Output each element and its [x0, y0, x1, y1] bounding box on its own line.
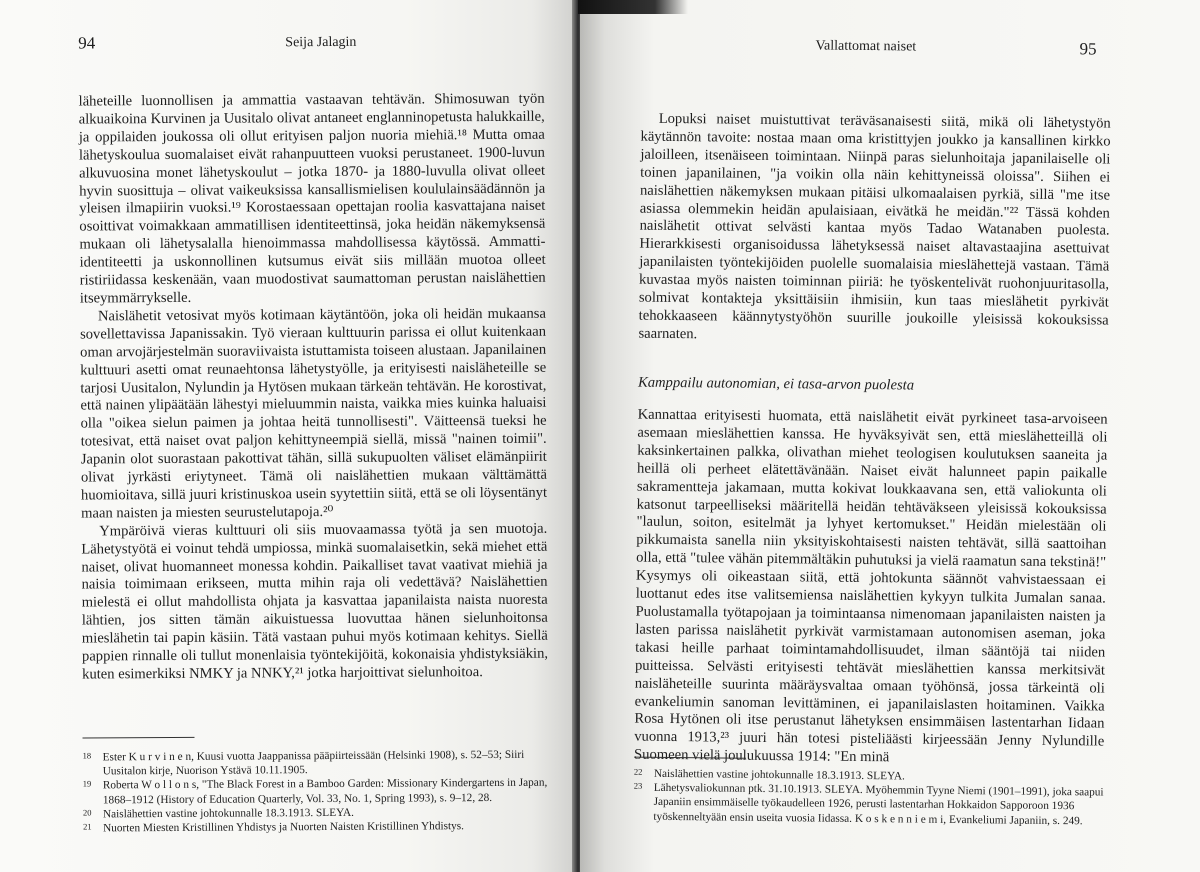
left-footnote-rule: [83, 737, 195, 739]
left-paragraph-1: läheteille luonnollisen ja ammattia vastaavan tehtävän. Shimosuwan työn alkuaikoina Kurvinen ja Uusitalo olivat antaneet englanninopetusta halukkaille, ja oppilaiden joukossa oli ollut erityisen paljon nuoria miehiä.¹⁸ Mutta omaa lähetyskoulua suomalaiset eivät rahanpuutteen vuoksi perustaneet. 1900-luvun alkuvuosina monet lähetyskoulut – jotka 1870- ja 1880-luvulla olivat olleet hyvin suosittuja – olivat vaikeuksissa kansallismielisen koululainsäädännön ja yleisen ilmapiirin vuoksi.¹⁹ Korostaessaan opettajan roolia kasvattajana naiset osoittivat voimakkaan ammatillisen identiteettinsä, joka heidän näkemyksensä mukaan oli lähetysalalla hienoimmassa mahdollisessa käytössä. Ammatti-identiteetti ja uskonnollinen kutsumus eivät siis millään muotoa olleet ristiriidassa keskenään, vaan muodostivat saumattoman perustan naislähettien itseymmärrykselle.: [78, 90, 546, 307]
footnote-mark: 18: [82, 750, 92, 761]
right-page: [580, 0, 1200, 872]
left-body-text: [79, 91, 549, 685]
footnote-text: Naislähettien vastine johtokunnalle 18.3.1913. SLEYA.: [102, 806, 355, 821]
left-page-number: 94: [78, 33, 96, 53]
footnote-19: [83, 776, 549, 807]
left-footnotes: [83, 748, 550, 836]
footnote-text: Ester K u r v i n e n, Kuusi vuotta Jaappanissa pääpiirteissään (Helsinki 1908), s. 52–53; Siiri Uusitalon kirje, Nuorison Ystävä 10.11.1905.: [102, 748, 525, 778]
left-running-head: Seija Jalagin: [285, 34, 357, 51]
footnote-mark: 22: [633, 766, 643, 777]
footnote-mark: 20: [82, 807, 92, 818]
footnote-text: Nuorten Miesten Kristillinen Yhdistys ja Nuorten Naisten Kristillinen Yhdistys.: [103, 820, 465, 835]
footnote-21: [83, 819, 549, 836]
right-footnotes: [633, 767, 1104, 829]
left-paragraph-2: Naislähetit vetosivat myös kotimaan käytäntöön, joka oli heidän mukaansa sovellettavissa Japanissakin. Työ vieraan kulttuurin parissa ei ollut kuitenkaan oman arvojärjestelmän suoraviivaista istuttamista toiseen alustaan. Japanilainen kulttuuri asetti omat reunaehtonsa lähetystyölle, ja erityisesti naisläheteille se tarjosi Uusitalon, Nylundin ja Hytösen mukaan tärkeän tehtävän. He korostivat, että nainen ylipäätään lähestyi mieluummin naista, vaikka mies kuinka haluaisi olla "oikea sielun paimen ja johtaa heitä tunnollisesti". Väitteensä tueksi he totesivat, että naiset ovat paljon kehittyneempiä siellä, missä "nainen toimii". Japanin olot suorastaan pakottivat tähän, sillä sukupuolten väliset elämänpiirit olivat jyrkästi eriytyneet. Tämä oli naislähettien mukaan välttämättä huomioitava, sillä juuri kristinuskoa usein syytettiin siitä, että se oli löysentänyt maan naisten ja miesten seurustelutapoja.²⁰: [79, 305, 548, 522]
footnote-mark: 23: [633, 780, 643, 791]
footnote-text: Lähetysvaliokunnan ptk. 31.10.1913. SLEYA. Myöhemmin Tyyne Niemi (1901–1991), joka saapui Japaniin ensimmäiselle työkaudelleen 1926, perusti lastentarhan Hokkaidon Sapporoon 1936 työskenneltyään ensin useita vuosia Iidassa. K o s k e n n i e m i, Evankeliumi Japaniin, s. 249.: [653, 782, 1104, 827]
left-paragraph-3: Ympäröivä vieras kulttuuri oli siis muovaamassa työtä ja sen muotoja. Lähetystyötä ei voinut tehdä umpiossa, minkä suomalaisetkin, sekä miehet että naiset, olivat huomanneet monessa kohdin. Paikalliset tavat vaativat miehiä ja naisia toimimaan erikseen, mutta mihin raja oli vedettävä? Naislähettien mielestä ei ollut mahdollista ohjata ja kasvattaa japanilaista naista nuoresta lähtien, jos sitten tämän aikuistuessa luovuttaa hänen sielunhoitonsa mieslähetin tai papin käsiin. Tätä vastaan puhui myös kotimaan kehitys. Siellä pappien rinnalle oli tullut monenlaisia työntekijöitä, kokonaisia yhdistyksiäkin, kuten esimerkiksi NMKY ja NNKY,²¹ jotka harjoittivat sielunhoitoa.: [81, 520, 549, 683]
footnote-23: [633, 781, 1103, 829]
footnote-mark: 21: [83, 821, 92, 832]
footnote-text: Roberta W o l l o n s, "The Black Forest in a Bamboo Garden: Missionary Kindergartens in Japan, 1868–1912 (History of Education Quarterly, Vol. 33, No. 1, Spring 1993), s. 9–12, 28.: [102, 777, 548, 806]
footnote-mark: 19: [82, 778, 92, 789]
left-page: [0, 0, 578, 872]
right-paragraph-1: Lopuksi naiset muistuttivat teräväsanaisesti siitä, mikä oli lähetystyön käytännön tavoite: nostaa maan oma kristittyjen joukko ja kansallinen kirkko jaloilleen, itsenäiseen toimintaan. Niinpä paras sielunhoitaja japanilaiselle oli toinen japanilainen, "ja voikin olla näin kehittyneissä oloissa". Siihen ei naislähettien näkemyksen mukaan pitäisi ulkomaalaisen pyrkiä, sillä "me itse asiassa olemmekin heidän apulaisiaan, eivätkä he meidän."²² Tässä kohden naislähetit ottivat selvästi kantaa myös Tadao Watanaben puolesta. Hierarkkisesti organisoidussa lähetyksessä naiset altavastaajina asettuivat japanilaisten työntekijöiden puolelle suomalaisia mieslähettejä vastaan. Tämä kuvastaa myös naisten toiminnan piiriä: he työskentelivät ruohonjuuritasolla, solmivat kontakteja yksittäisiin ihmisiin, kun taas mieslähetit pyrkivät tehokkaaseen käännytystyöhön suurille joukoille yleisissä kokouksissa saarnaten.: [638, 110, 1111, 343]
right-paragraph-2: Kannattaa erityisesti huomata, että naislähetit eivät pyrkineet tasa-arvoiseen asemaan mieslähettien kanssa. He hyväksyivät sen, että mieslähetteillä oli kaksinkertainen palkka, olivathan miehet teologisen koulutuksen saaneita ja heillä oli perheet elätettävänään. Naiset eivät halunneet papin paikalle sakramentteja jakamaan, mutta kokivat loukkaavana sen, että valiokunta oli katsonut tarpeelliseksi määritellä heidän tehtäväkseen yleisissä kokouksissa "laulun, soiton, esitelmät ja lyhyet kertomukset." Heidän mielestään oli pikkumaista sanella niin yksityiskohtaisesti naisten tehtävät, sillä saattoihan olla, että "tulee vähän pitemmältäkin puhutuksi ja vielä raamatun sana tekstinä!" Kysymys oli oikeastaan siitä, että johtokunta säännöt vahvistaessaan ei luottanut edes itse valitsemiensa naislähettien kykyyn tulkita Jumalan sanaa. Puolustamalla työtapojaan ja toimintaansa nimenomaan japanilaisten naisten ja lasten parissa naislähetit pyrkivät varmistamaan autonomisen aseman, joka takasi heille parhaat toimintamahdollisuudet, ilman sääntöjä tai niiden puitteissa. Selvästi erityisesti tehtävät mieslähettien kanssa merkitsivät naisläheteille suurinta määräysvaltaa omaan työhönsä, jossa tärkeintä oli evankeliumin sanoman levittäminen, ei japanilaislasten hoitaminen. Vaikka Rosa Hytönen oli itse perustanut lähetyksen ensimmäisen lastentarhan Iidaan vuonna 1913,²³ juuri hän totesi pisteliäästi kirjeessään Jenny Nylundille Suomeen vielä joulukuussa 1914: "En minä: [634, 406, 1108, 766]
right-body-text-top: [638, 111, 1110, 349]
scan-shadow: [578, 0, 688, 14]
section-heading: Kamppailu autonomian, ei tasa-arvon puolesta: [637, 374, 915, 394]
right-page-number: 95: [1079, 39, 1097, 59]
footnote-18: [83, 748, 549, 779]
right-body-text-bottom: [634, 407, 1108, 770]
footnote-text: Naislähettien vastine johtokunnalle 18.3.1913. SLEYA.: [653, 767, 905, 783]
right-running-head: Vallattomat naiset: [815, 38, 917, 55]
